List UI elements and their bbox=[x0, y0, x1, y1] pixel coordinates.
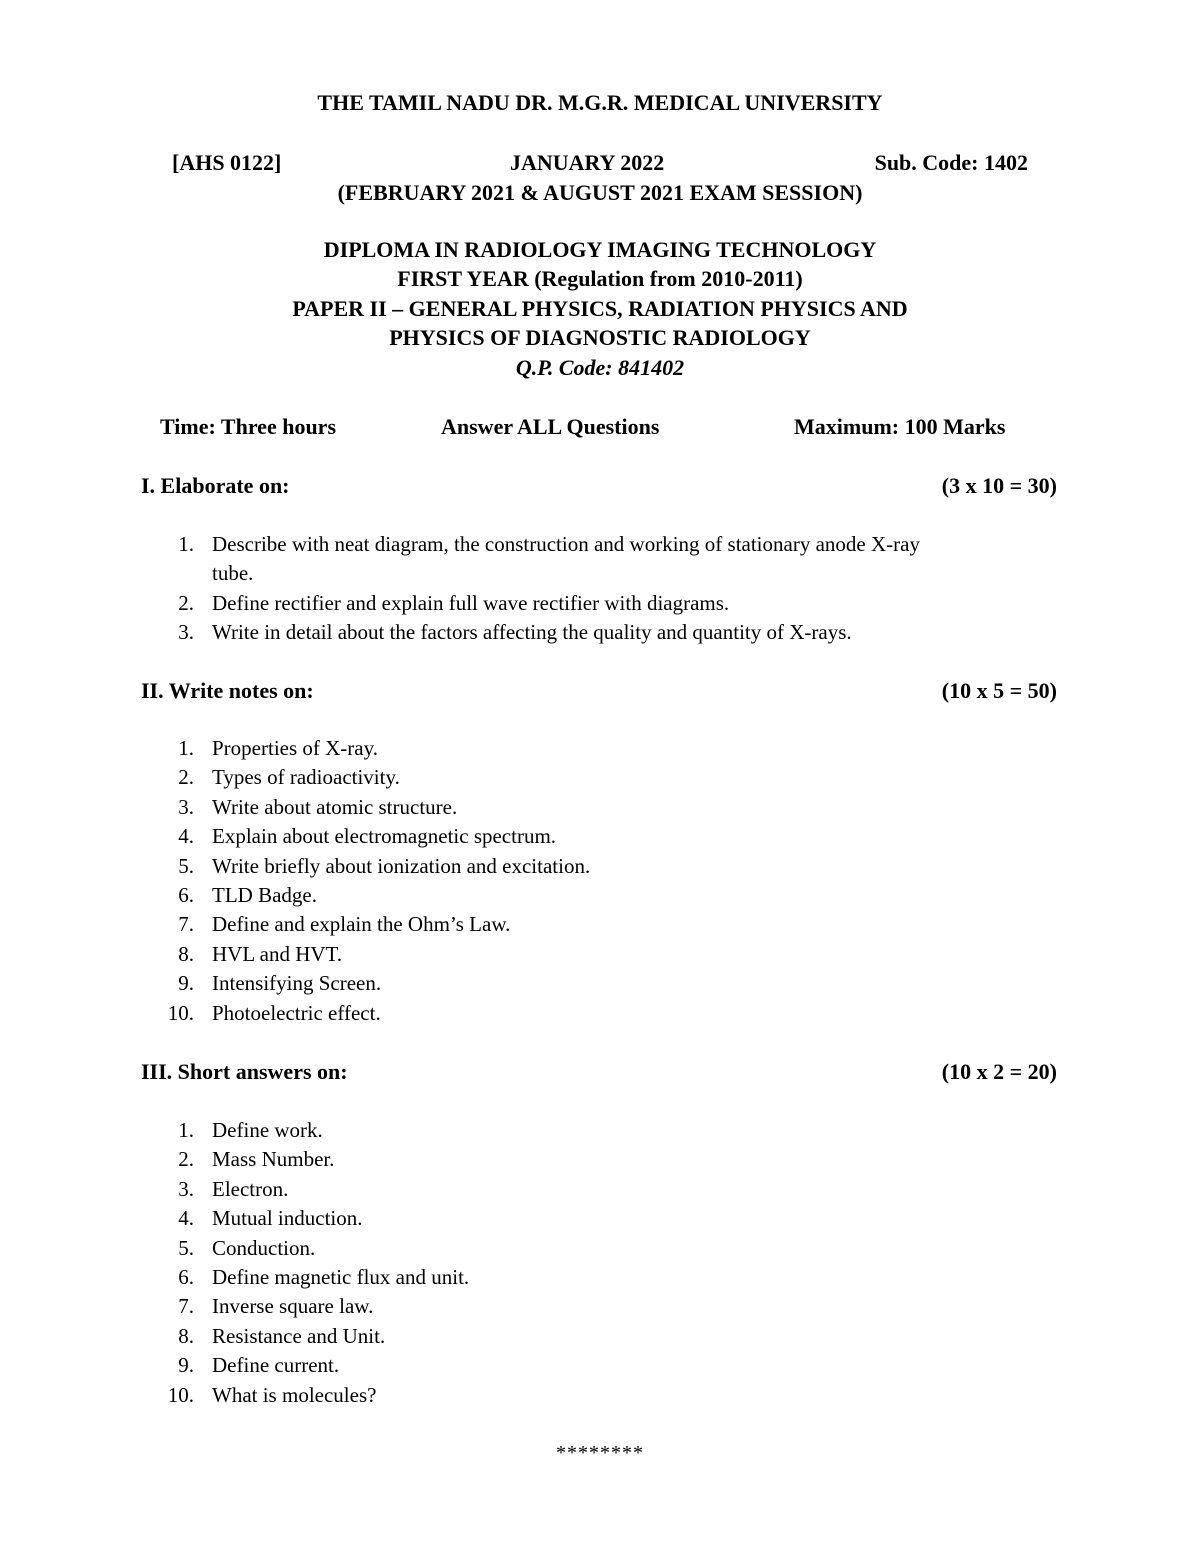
question-number: 2. bbox=[178, 1147, 194, 1172]
question-number: 8. bbox=[178, 941, 194, 966]
list-item bbox=[0, 1234, 1012, 1263]
list-item bbox=[0, 530, 1012, 589]
qp-code: Q.P. Code: 841402 bbox=[515, 355, 685, 380]
course-title: DIPLOMA IN RADIOLOGY IMAGING TECHNOLOGY bbox=[323, 237, 877, 262]
question-text: TLD Badge. bbox=[212, 883, 317, 908]
section-3-questions bbox=[0, 1116, 1012, 1410]
question-text: Write in detail about the factors affecting the quality and quantity of X-rays. bbox=[212, 620, 852, 645]
question-text: Electron. bbox=[212, 1176, 289, 1201]
question-number: 3. bbox=[178, 620, 194, 645]
list-item bbox=[0, 793, 1012, 822]
question-text: Define and explain the Ohm’s Law. bbox=[212, 912, 511, 937]
list-item bbox=[0, 1263, 1012, 1292]
instruction: Answer ALL Questions bbox=[441, 414, 660, 439]
question-number: 5. bbox=[178, 853, 194, 878]
year-regulation: FIRST YEAR (Regulation from 2010-2011) bbox=[397, 266, 803, 291]
list-item bbox=[0, 1175, 1012, 1204]
question-number: 4. bbox=[178, 824, 194, 849]
question-text: Photoelectric effect. bbox=[212, 1000, 381, 1025]
question-text: Explain about electromagnetic spectrum. bbox=[212, 824, 557, 849]
paper-title-line1: PAPER II – GENERAL PHYSICS, RADIATION PHYSICS AND bbox=[292, 296, 908, 321]
question-number: 9. bbox=[178, 971, 194, 996]
question-text: Intensifying Screen. bbox=[212, 971, 382, 996]
question-number: 5. bbox=[178, 1235, 194, 1260]
question-number: 1. bbox=[178, 1118, 194, 1142]
exam-session: (FEBRUARY 2021 & AUGUST 2021 EXAM SESSION) bbox=[337, 180, 863, 205]
question-text: Inverse square law. bbox=[212, 1294, 374, 1319]
time-allowed: Time: Three hours bbox=[160, 414, 337, 439]
question-text: HVL and HVT. bbox=[212, 941, 343, 966]
question-number: 6. bbox=[178, 883, 194, 908]
list-item bbox=[0, 734, 1012, 763]
question-number: 2. bbox=[178, 590, 194, 615]
list-item bbox=[0, 1204, 1012, 1233]
list-item bbox=[0, 1322, 1012, 1351]
section-1-questions bbox=[0, 530, 1012, 648]
question-number: 1. bbox=[178, 736, 194, 760]
list-item bbox=[0, 589, 1012, 618]
question-number: 7. bbox=[178, 1294, 194, 1319]
question-text: Define current. bbox=[212, 1353, 340, 1378]
question-number: 3. bbox=[178, 1176, 194, 1201]
end-marker: ******** bbox=[556, 1442, 644, 1464]
max-marks: Maximum: 100 Marks bbox=[794, 414, 1006, 439]
question-number: 7. bbox=[178, 912, 194, 937]
ahs-code: [AHS 0122] bbox=[172, 150, 282, 175]
question-text: Types of radioactivity. bbox=[212, 765, 400, 790]
question-number: 1. bbox=[178, 532, 194, 556]
list-item bbox=[0, 1116, 1012, 1145]
question-number: 3. bbox=[178, 794, 194, 819]
question-text: Define magnetic flux and unit. bbox=[212, 1265, 470, 1290]
exam-month: JANUARY 2022 bbox=[510, 150, 665, 175]
list-item bbox=[0, 1381, 1012, 1410]
list-item bbox=[0, 910, 1012, 939]
question-number: 9. bbox=[178, 1353, 194, 1378]
question-text: What is molecules? bbox=[212, 1382, 377, 1407]
section-title: I. Elaborate on: bbox=[141, 473, 290, 498]
list-item bbox=[0, 618, 1012, 647]
question-text: Write about atomic structure. bbox=[212, 794, 458, 819]
question-text: Resistance and Unit. bbox=[212, 1323, 386, 1348]
sub-code: Sub. Code: 1402 bbox=[874, 150, 1028, 175]
list-item bbox=[0, 881, 1012, 910]
question-text: Conduction. bbox=[212, 1235, 316, 1260]
list-item bbox=[0, 1351, 1012, 1380]
question-number: 10. bbox=[167, 1000, 194, 1025]
question-number: 6. bbox=[178, 1265, 194, 1290]
question-text: Write briefly about ionization and excitation. bbox=[212, 853, 591, 878]
question-text: Describe with neat diagram, the construction and working of stationary anode X-ray tube. bbox=[212, 532, 920, 586]
section-title: II. Write notes on: bbox=[141, 678, 314, 703]
section-title: III. Short answers on: bbox=[141, 1059, 348, 1084]
question-number: 4. bbox=[178, 1206, 194, 1231]
section-marks: (10 x 5 = 50) bbox=[941, 678, 1057, 703]
question-number: 10. bbox=[167, 1382, 194, 1407]
question-text: Properties of X-ray. bbox=[212, 736, 379, 760]
paper-title-line2: PHYSICS OF DIAGNOSTIC RADIOLOGY bbox=[389, 325, 811, 350]
question-number: 8. bbox=[178, 1323, 194, 1348]
list-item bbox=[0, 940, 1012, 969]
list-item bbox=[0, 1292, 1012, 1321]
question-text: Define work. bbox=[212, 1118, 323, 1142]
list-item bbox=[0, 999, 1012, 1028]
section-marks: (3 x 10 = 30) bbox=[941, 473, 1057, 498]
question-number: 2. bbox=[178, 765, 194, 790]
list-item bbox=[0, 763, 1012, 792]
list-item bbox=[0, 852, 1012, 881]
section-marks: (10 x 2 = 20) bbox=[941, 1059, 1057, 1084]
question-text: Mass Number. bbox=[212, 1147, 335, 1172]
list-item bbox=[0, 822, 1012, 851]
university-title: THE TAMIL NADU DR. M.G.R. MEDICAL UNIVERSITY bbox=[317, 90, 883, 115]
question-text: Define rectifier and explain full wave rectifier with diagrams. bbox=[212, 590, 730, 615]
list-item bbox=[0, 969, 1012, 998]
question-text: Mutual induction. bbox=[212, 1206, 363, 1231]
section-2-questions bbox=[0, 734, 1012, 1028]
list-item bbox=[0, 1145, 1012, 1174]
